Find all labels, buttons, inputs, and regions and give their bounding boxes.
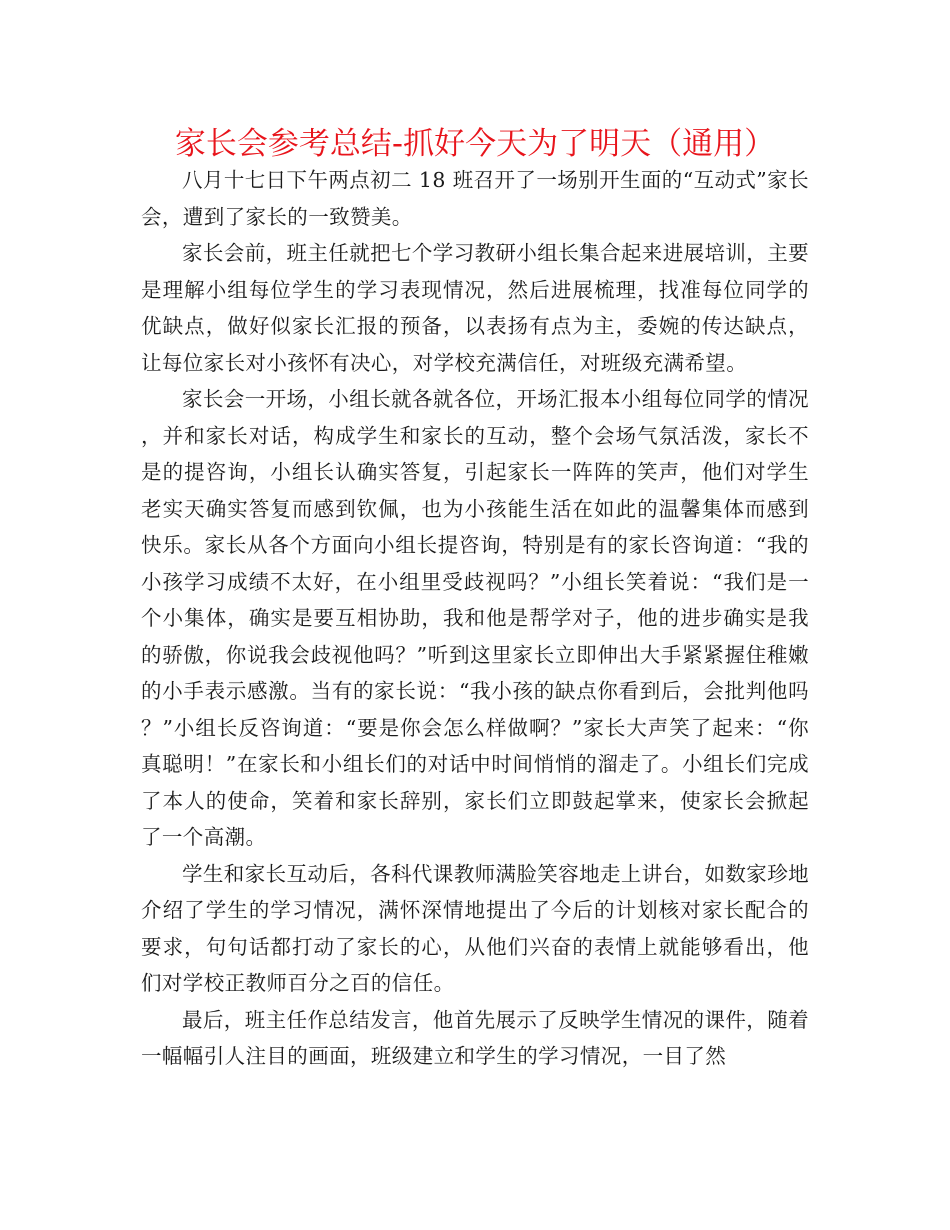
paragraph: 家长会前，班主任就把七个学习教研小组长集合起来进展培训，主要是理解小组每位学生的学习表现情况，然后进展梳理，找准每位同学的优缺点，做好似家长汇报的预备，以表扬有点为主，委婉的传达缺点，让每位家长对小孩怀有决心，对学校充满信任，对班级充满希望。 <box>141 241 809 375</box>
paragraph: 学生和家长互动后，各科代课教师满脸笑容地走上讲台，如数家珍地介绍了学生的学习情况，满怀深情地提出了今后的计划核对家长配合的要求，句句话都打动了家长的心，从他们兴奋的表情上就能够看出，他们对学校正教师百分之百的信任。 <box>141 861 809 995</box>
document-title: 家长会参考总结-抓好今天为了明天（通用） <box>174 126 776 162</box>
document-body <box>141 162 809 1075</box>
paragraph: 最后，班主任作总结发言，他首先展示了反映学生情况的课件，随着一幅幅引人注目的画面，班级建立和学生的学习情况，一目了然 <box>141 1007 809 1068</box>
paragraph: 家长会一开场，小组长就各就各位，开场汇报本小组每位同学的情况，并和家长对话，构成学生和家长的互动，整个会场气氛活泼，家长不是的提咨询，小组长认确实答复，引起家长一阵阵的笑声，他们对学生老实天确实答复而感到钦佩，也为小孩能生活在如此的温馨集体而感到快乐。家长从各个方面向小组长提咨询，特别是有的家长咨询道：“我的小孩学习成绩不太好，在小组里受歧视吗？”小组长笑着说：“我们是一个小集体，确实是要互相协助，我和他是帮学对子，他的进步确实是我的骄傲，你说我会歧视他吗？”听到这里家长立即伸出大手紧紧握住稚嫩的小手表示感激。当有的家长说：“我小孩的缺点你看到后，会批判他吗？”小组长反咨询道：“要是你会怎么样做啊？”家长大声笑了起来：“你真聪明！”在家长和小组长们的对话中时间悄悄的溜走了。小组长们完成了本人的使命，笑着和家长辞别，家长们立即鼓起掌来，使家长会掀起了一个高潮。 <box>141 387 809 849</box>
paragraph: 八月十七日下午两点初二 18 班召开了一场别开生面的“互动式”家长会，遭到了家长的一致赞美。 <box>141 168 809 229</box>
